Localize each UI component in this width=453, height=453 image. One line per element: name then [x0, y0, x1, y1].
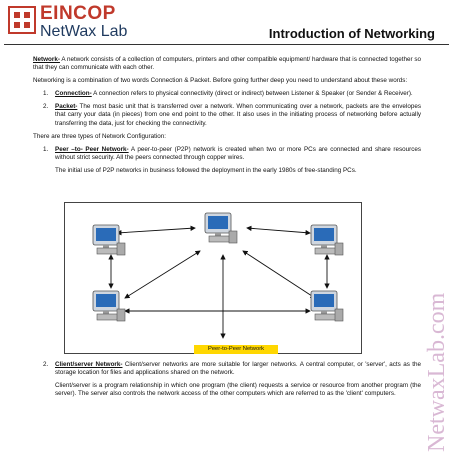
list-item	[33, 103, 421, 127]
network-term: Network-	[33, 56, 60, 63]
combination-paragraph: Networking is a combination of two words Connection & Packet. Before going further deep you need to understand about these words:	[33, 77, 408, 85]
page-title: Introduction of Networking	[268, 26, 435, 41]
p2p-diagram-svg	[65, 203, 361, 353]
list-item	[33, 90, 421, 98]
list-number: 2.	[43, 361, 49, 368]
computer-icon	[205, 213, 237, 243]
list-item	[33, 146, 421, 162]
p2p-term: Peer –to- Peer Network-	[55, 145, 129, 153]
list-number: 1.	[43, 145, 49, 153]
link-arrow	[247, 228, 310, 233]
p2p-text: A peer-to-peer (P2P) network is created when two or more PCs are connected and share resources without strict security. All the peers connected through copper wires.	[55, 145, 421, 161]
p2p-extra: The initial use of P2P networks in business followed the deployment in the early 1980s of free-standing PCs.	[55, 166, 357, 174]
computer-icon	[311, 291, 343, 321]
network-definition	[33, 56, 421, 72]
client-server-term: Client/server Network-	[55, 361, 123, 368]
link-arrow	[117, 228, 195, 233]
types-intro: There are three types of Network Configuration:	[33, 132, 167, 140]
link-arrow	[243, 251, 315, 298]
document-body	[33, 56, 421, 180]
list-item-extra	[33, 382, 421, 398]
connection-term: Connection-	[55, 90, 92, 98]
client-server-text: Client/server networks are more suitable for larger networks. A central computer, or 'server', acts as the storage location for files and applications shared on the network.	[55, 361, 421, 377]
header-divider	[4, 44, 449, 45]
watermark: NetwaxLab.com	[424, 292, 450, 452]
client-server-extra: Client/server is a program relationship in which one program (the client) requests a service or resource from another program (the server). The server also controls the network access of the other computers which are referred to as the 'client' computers.	[55, 382, 421, 398]
figure-caption: Peer-to-Peer Network	[194, 345, 278, 354]
computer-icon	[93, 225, 125, 255]
list-item	[33, 361, 421, 377]
document-body-continued	[33, 361, 421, 403]
p2p-diagram	[64, 202, 362, 354]
computer-icon	[93, 291, 125, 321]
list-number: 1.	[43, 90, 49, 98]
list-number: 2.	[43, 103, 49, 111]
packet-term: Packet-	[55, 103, 78, 111]
packet-text: The most basic unit that is transferred over a network. When communicating over a network, packets are the envelopes that carry your data (in pieces) from one end point to the other. It also uses in the initiating process of networking before actually transferring the data, just for checking the connectivity.	[55, 103, 421, 127]
brand-name: EINCOP	[40, 3, 116, 24]
network-definition-text: A network consists of a collection of computers, printers and other compatible equipment/ hardware that is connected together so that they can communicate with each other.	[33, 56, 421, 72]
connection-text: A connection refers to physical connectivity (direct or indirect) between Listener & Speaker (or Sender & Receiver).	[91, 90, 413, 98]
logo-icon	[8, 6, 36, 34]
list-item-extra	[33, 167, 421, 175]
link-arrow	[125, 251, 200, 298]
brand-subtitle: NetWax Lab	[40, 23, 128, 40]
computer-icon	[311, 225, 343, 255]
